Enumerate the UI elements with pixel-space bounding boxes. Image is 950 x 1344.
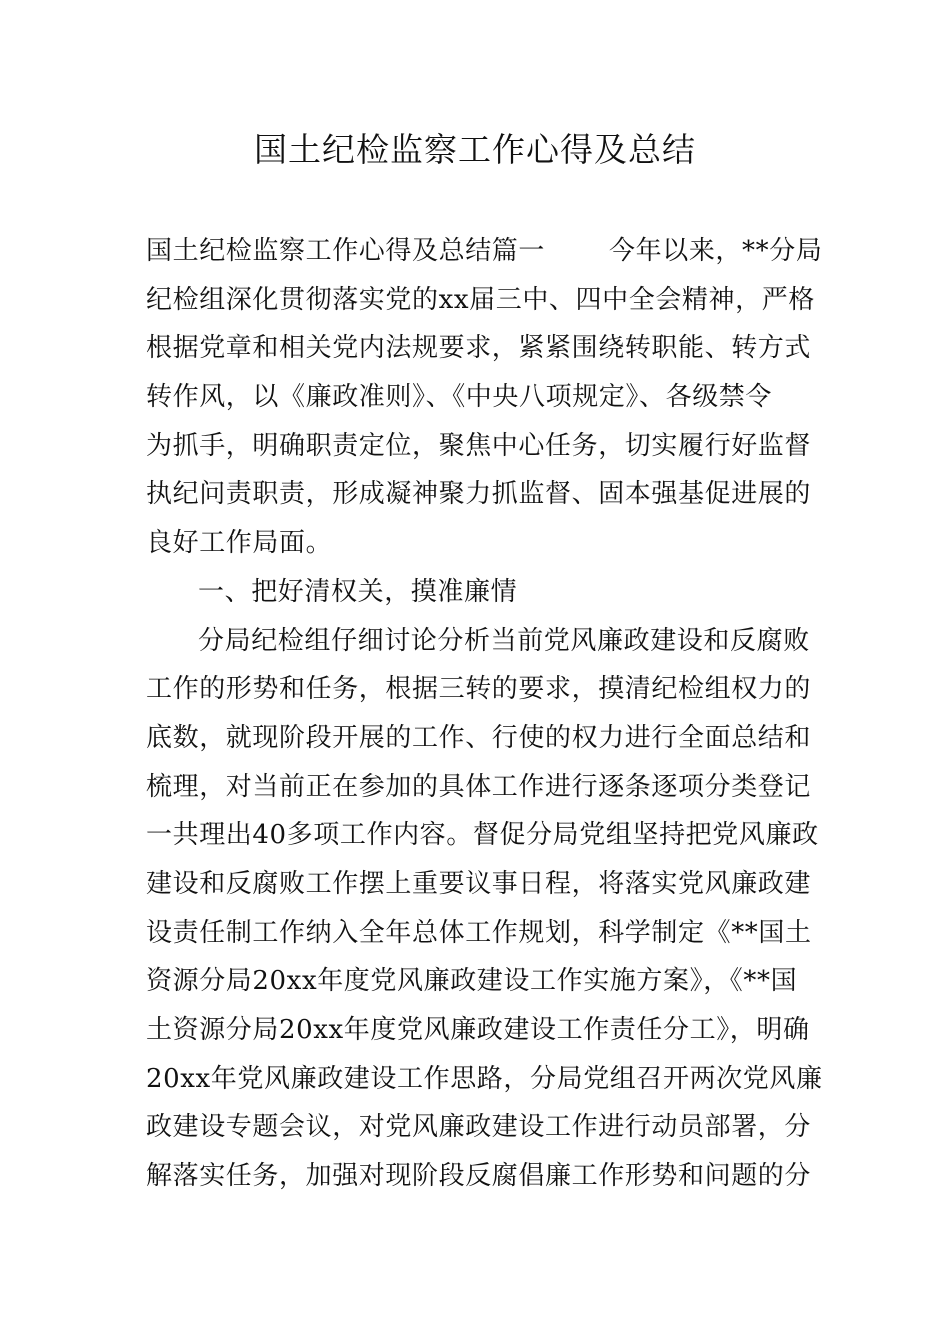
body-line: 为抓手，明确职责定位，聚焦中心任务，切实履行好监督 — [146, 430, 812, 461]
body-line: 根据党章和相关党内法规要求，紧紧围绕转职能、转方式 — [146, 333, 812, 364]
body-line: 土资源分局20xx年度党风廉政建设工作责任分工》，明确 — [146, 1015, 810, 1045]
body-line: 建设和反腐败工作摆上重要议事日程，将落实党风廉政建 — [146, 868, 812, 899]
body-line: 工作的形势和任务，根据三转的要求，摸清纪检组权力的 — [146, 674, 812, 705]
document-title: 国土纪检监察工作心得及总结 — [254, 130, 696, 169]
document-body — [146, 227, 826, 1201]
body-line: 底数，就现阶段开展的工作、行使的权力进行全面总结和 — [146, 722, 812, 753]
body-line: 梳理，对当前正在参加的具体工作进行逐条逐项分类登记 — [146, 771, 812, 802]
section-heading: 一、把好清权关，摸准廉情 — [198, 576, 518, 607]
body-line: 资源分局20xx年度党风廉政建设工作实施方案》，《**国 — [146, 966, 798, 997]
body-line: 执纪问责职责，形成凝神聚力抓监督、固本强基促进展的 — [146, 479, 812, 510]
body-line: 设责任制工作纳入全年总体工作规划，科学制定《**国土 — [146, 917, 812, 948]
body-line: 分局纪检组仔细讨论分析当前党风廉政建设和反腐败 — [198, 625, 810, 656]
body-line: 一共理出40多项工作内容。督促分局党组坚持把党风廉政 — [146, 820, 819, 851]
body-line: 解落实任务，加强对现阶段反腐倡廉工作形势和问题的分 — [146, 1161, 812, 1192]
body-line: 政建设专题会议，对党风廉政建设工作进行动员部署，分 — [146, 1112, 812, 1143]
body-text-run: 今年以来，**分局 — [609, 236, 823, 266]
section-heading-text: 国土纪检监察工作心得及总结篇一 — [146, 236, 546, 266]
body-line — [146, 227, 826, 276]
body-line: 转作风，以《廉政准则》、《中央八项规定》、各级禁令 — [146, 382, 773, 413]
body-line: 纪检组深化贯彻落实党的xx届三中、四中全会精神，严格 — [146, 284, 815, 315]
body-line: 良好工作局面。 — [146, 528, 333, 559]
body-line: 20xx年党风廉政建设工作思路，分局党组召开两次党风廉 — [146, 1063, 823, 1094]
